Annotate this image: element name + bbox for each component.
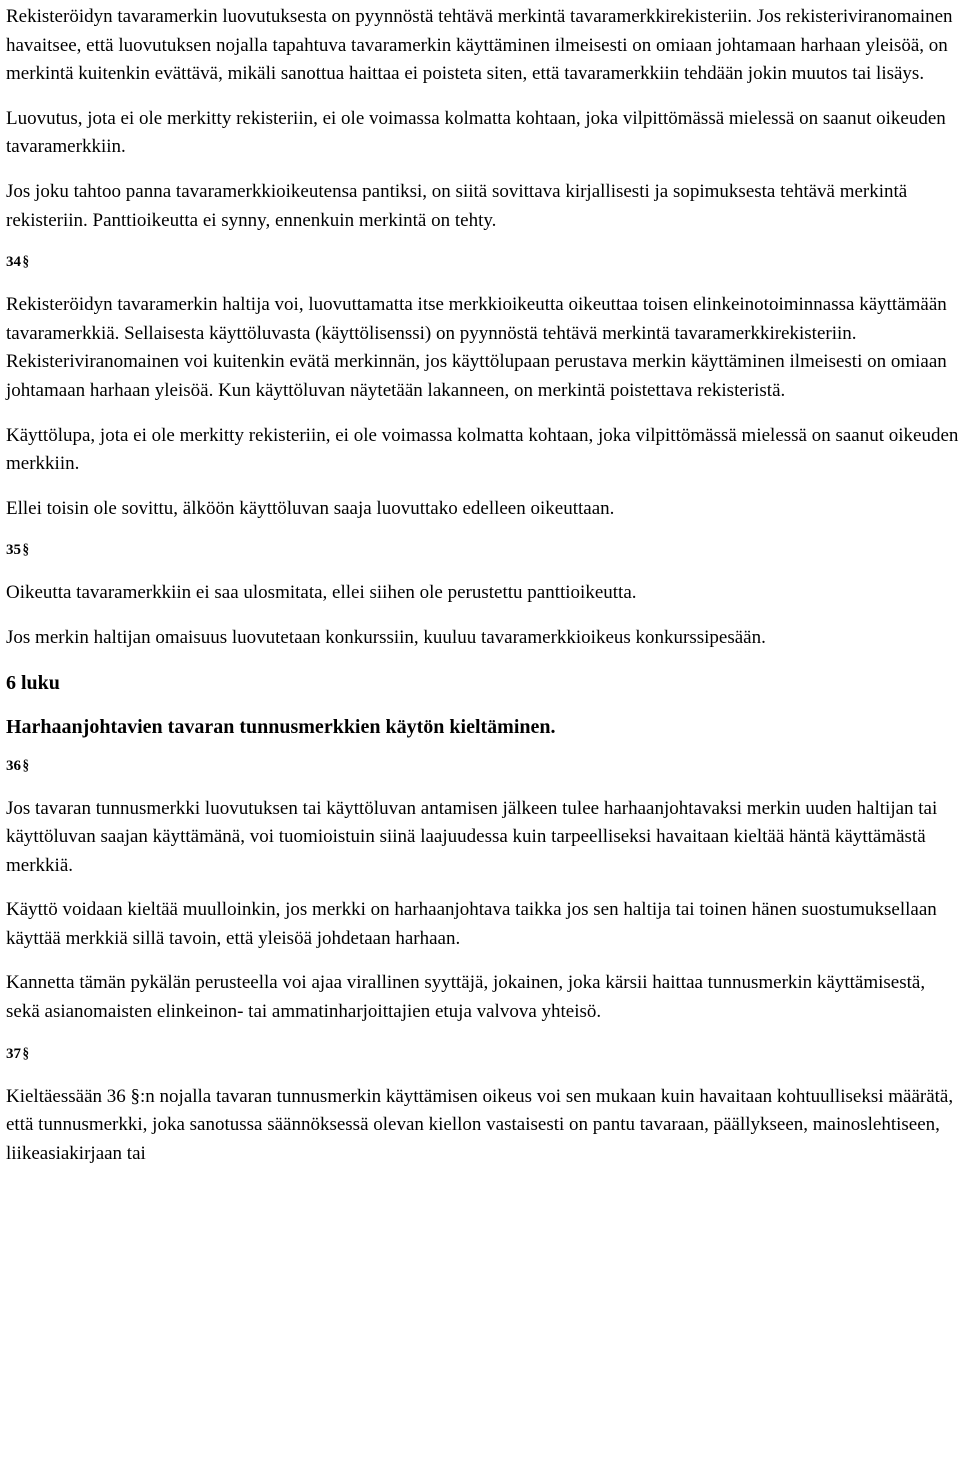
section-number: 36 [6, 757, 21, 774]
chapter-heading: 6 luku [6, 671, 60, 694]
paragraph: Jos tavaran tunnusmerkki luovutuksen tai käyttöluvan antamisen jälkeen tulee harhaanjohtavaksi merkin uuden haltijan tai käyttöluvan saajan käyttämänä, voi tuomioistuin siinä laajuudessa kuin tarpeelliseksi havaitaan kieltää häntä käyttämästä merkkiä. [6, 797, 938, 876]
paragraph: Oikeutta tavaramerkkiin ei saa ulosmitata, ellei siihen ole perustettu panttioikeutta. [6, 582, 637, 604]
paragraph: Jos merkin haltijan omaisuus luovutetaan konkurssiin, kuuluu tavaramerkkioikeus konkurssipesään. [6, 626, 766, 648]
section-sign: § [22, 757, 29, 774]
section-sign: § [22, 1045, 29, 1062]
section-sign: § [22, 254, 29, 271]
section-heading-36 [6, 755, 960, 777]
paragraph: Jos joku tahtoo panna tavaramerkkioikeutensa pantiksi, on siitä sovittava kirjallisesti ja sopimuksesta tehtävä merkintä rekisteriin. Panttioikeutta ei synny, ennenkuin merkintä on tehty. [6, 180, 908, 231]
paragraph: Kannetta tämän pykälän perusteella voi ajaa virallinen syyttäjä, jokainen, joka kärsii haittaa tunnusmerkin käyttämisestä, sekä asianomaisten elinkeinon- tai ammatinharjoittajien etuja valvova yhteisö. [6, 972, 926, 1023]
section-number: 35 [6, 542, 21, 559]
chapter-title: Harhaanjohtavien tavaran tunnusmerkkien käytön kieltäminen. [6, 715, 556, 738]
section-heading-35 [6, 539, 960, 561]
section-heading-37 [6, 1043, 960, 1065]
paragraph: Kieltäessään 36 §:n nojalla tavaran tunnusmerkin käyttämisen oikeus voi sen mukaan kuin havaitaan kohtuulliseksi määrätä, että tunnusmerkki, joka sanotussa säännöksessä olevan kiellon vastaisesti on pantu tavaraan, päällykseen, mainoslehtiseen, liikeasiakirjaan tai [6, 1085, 954, 1164]
section-heading-34 [6, 251, 960, 273]
paragraph: Käyttölupa, jota ei ole merkitty rekisteriin, ei ole voimassa kolmatta kohtaan, joka vilpittömässä mielessä on saanut oikeuden merkkiin. [6, 424, 959, 475]
section-sign: § [22, 542, 29, 559]
paragraph: Rekisteröidyn tavaramerkin haltija voi, luovuttamatta itse merkkioikeutta oikeuttaa toisen elinkeinotoiminnassa käyttämään tavaramerkkiä. Sellaisesta käyttöluvasta (käyttölisenssi) on pyynnöstä tehtävä merkintä tavaramerkkirekisteriin. Rekisteriviranomainen voi kuitenkin evätä merkinnän, jos käyttölupaan perustava merkin käyttäminen ilmeisesti on omiaan johtamaan harhaan yleisöä. Kun käyttöluvan näytetään lakanneen, on merkintä poistettava rekisteristä. [6, 294, 947, 401]
section-number: 37 [6, 1045, 21, 1062]
paragraph: Ellei toisin ole sovittu, älköön käyttöluvan saaja luovuttako edelleen oikeuttaan. [6, 497, 615, 519]
section-number: 34 [6, 254, 21, 271]
paragraph: Käyttö voidaan kieltää muulloinkin, jos merkki on harhaanjohtava taikka jos sen haltija tai toinen hänen suostumuksellaan käyttää merkkiä sillä tavoin, että yleisöä johdetaan harhaan. [6, 899, 937, 949]
paragraph: Luovutus, jota ei ole merkitty rekisteriin, ei ole voimassa kolmatta kohtaan, joka vilpittömässä mielessä on saanut oikeuden tavaramerkkiin. [6, 107, 946, 158]
paragraph: Rekisteröidyn tavaramerkin luovutuksesta on pyynnöstä tehtävä merkintä tavaramerkkirekisteriin. Jos rekisteriviranomainen havaitsee, että luovutuksen nojalla tapahtuva tavaramerkin käyttäminen ilmeisesti on omiaan johtamaan harhaan yleisöä, on merkintä kuitenkin evättävä, mikäli sanottua haittaa ei poisteta siten, että tavaramerkkiin tehdään jokin muutos tai lisäys. [6, 6, 953, 85]
